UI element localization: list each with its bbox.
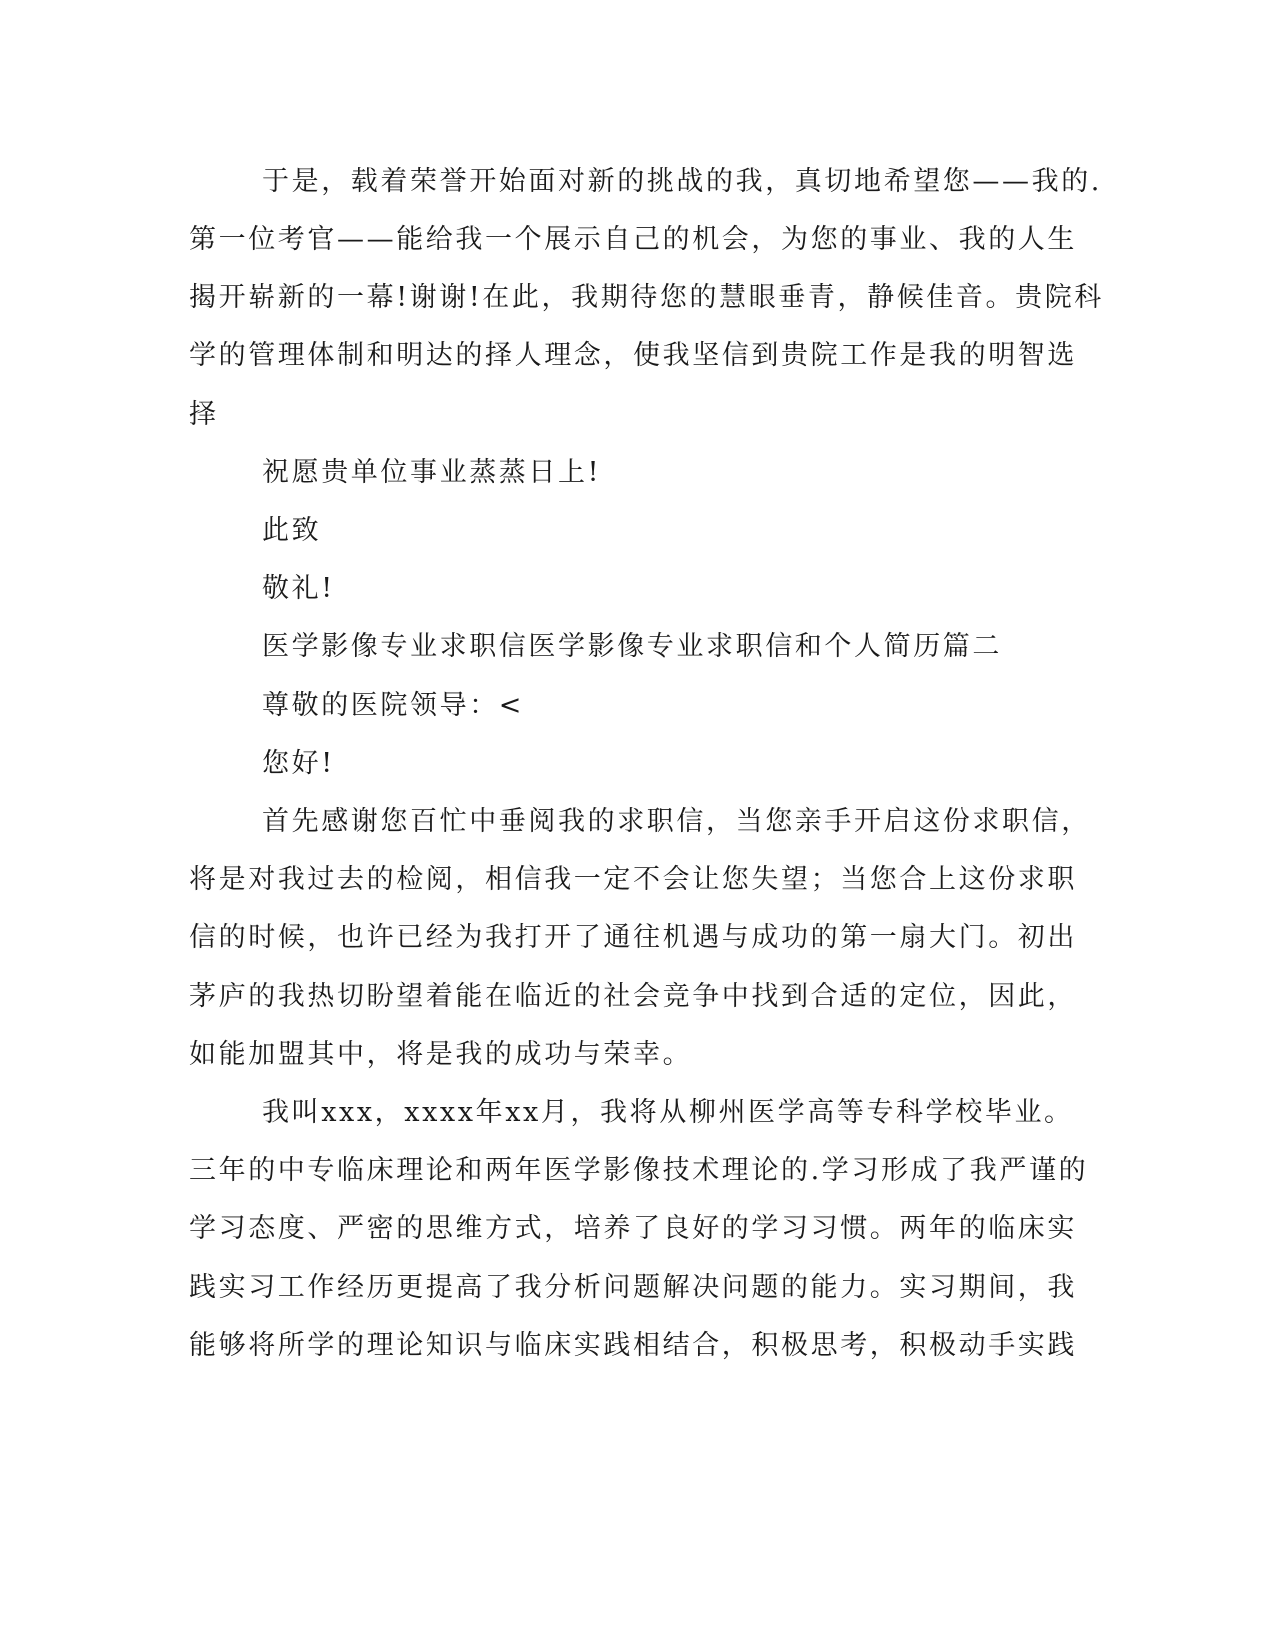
paragraph-line: 我叫xxx，xxxx年xx月，我将从柳州医学高等专科学校毕业。 — [262, 1097, 1074, 1128]
salutation: 尊敬的医院领导：< — [262, 690, 525, 721]
paragraph-line: 揭开崭新的一幕!谢谢!在此，我期待您的慧眼垂青，静候佳音。贵院科 — [189, 282, 1104, 313]
paragraph-line: 信的时候，也许已经为我打开了通往机遇与成功的第一扇大门。初出 — [189, 922, 1077, 953]
section-heading: 医学影像专业求职信医学影像专业求职信和个人简历篇二 — [262, 631, 1002, 662]
greeting: 您好! — [262, 748, 335, 779]
paragraph-line: 将是对我过去的检阅，相信我一定不会让您失望；当您合上这份求职 — [189, 864, 1077, 895]
paragraph-line: 如能加盟其中，将是我的成功与荣幸。 — [189, 1039, 693, 1070]
paragraph-line: 此致 — [262, 515, 322, 546]
paragraph-line: 敬礼! — [262, 573, 335, 604]
paragraph-line: 择 — [189, 399, 219, 430]
paragraph-line: 学习态度、严密的思维方式，培养了良好的学习习惯。两年的临床实 — [189, 1213, 1077, 1244]
paragraph-line: 于是，载着荣誉开始面对新的挑战的我，真切地希望您——我的. — [262, 166, 1102, 197]
paragraph-line: 茅庐的我热切盼望着能在临近的社会竞争中找到合适的定位，因此， — [189, 981, 1077, 1012]
paragraph-line: 能够将所学的理论知识与临床实践相结合，积极思考，积极动手实践 — [189, 1330, 1077, 1361]
paragraph-line: 践实习工作经历更提高了我分析问题解决问题的能力。实习期间，我 — [189, 1272, 1077, 1303]
paragraph-line: 第一位考官——能给我一个展示自己的机会，为您的事业、我的人生 — [189, 224, 1077, 255]
paragraph-line: 祝愿贵单位事业蒸蒸日上! — [262, 457, 602, 488]
paragraph-line: 首先感谢您百忙中垂阅我的求职信，当您亲手开启这份求职信， — [262, 806, 1091, 837]
paragraph-line: 三年的中专临床理论和两年医学影像技术理论的.学习形成了我严谨的 — [189, 1155, 1089, 1186]
paragraph-line: 学的管理体制和明达的择人理念，使我坚信到贵院工作是我的明智选 — [189, 340, 1077, 371]
